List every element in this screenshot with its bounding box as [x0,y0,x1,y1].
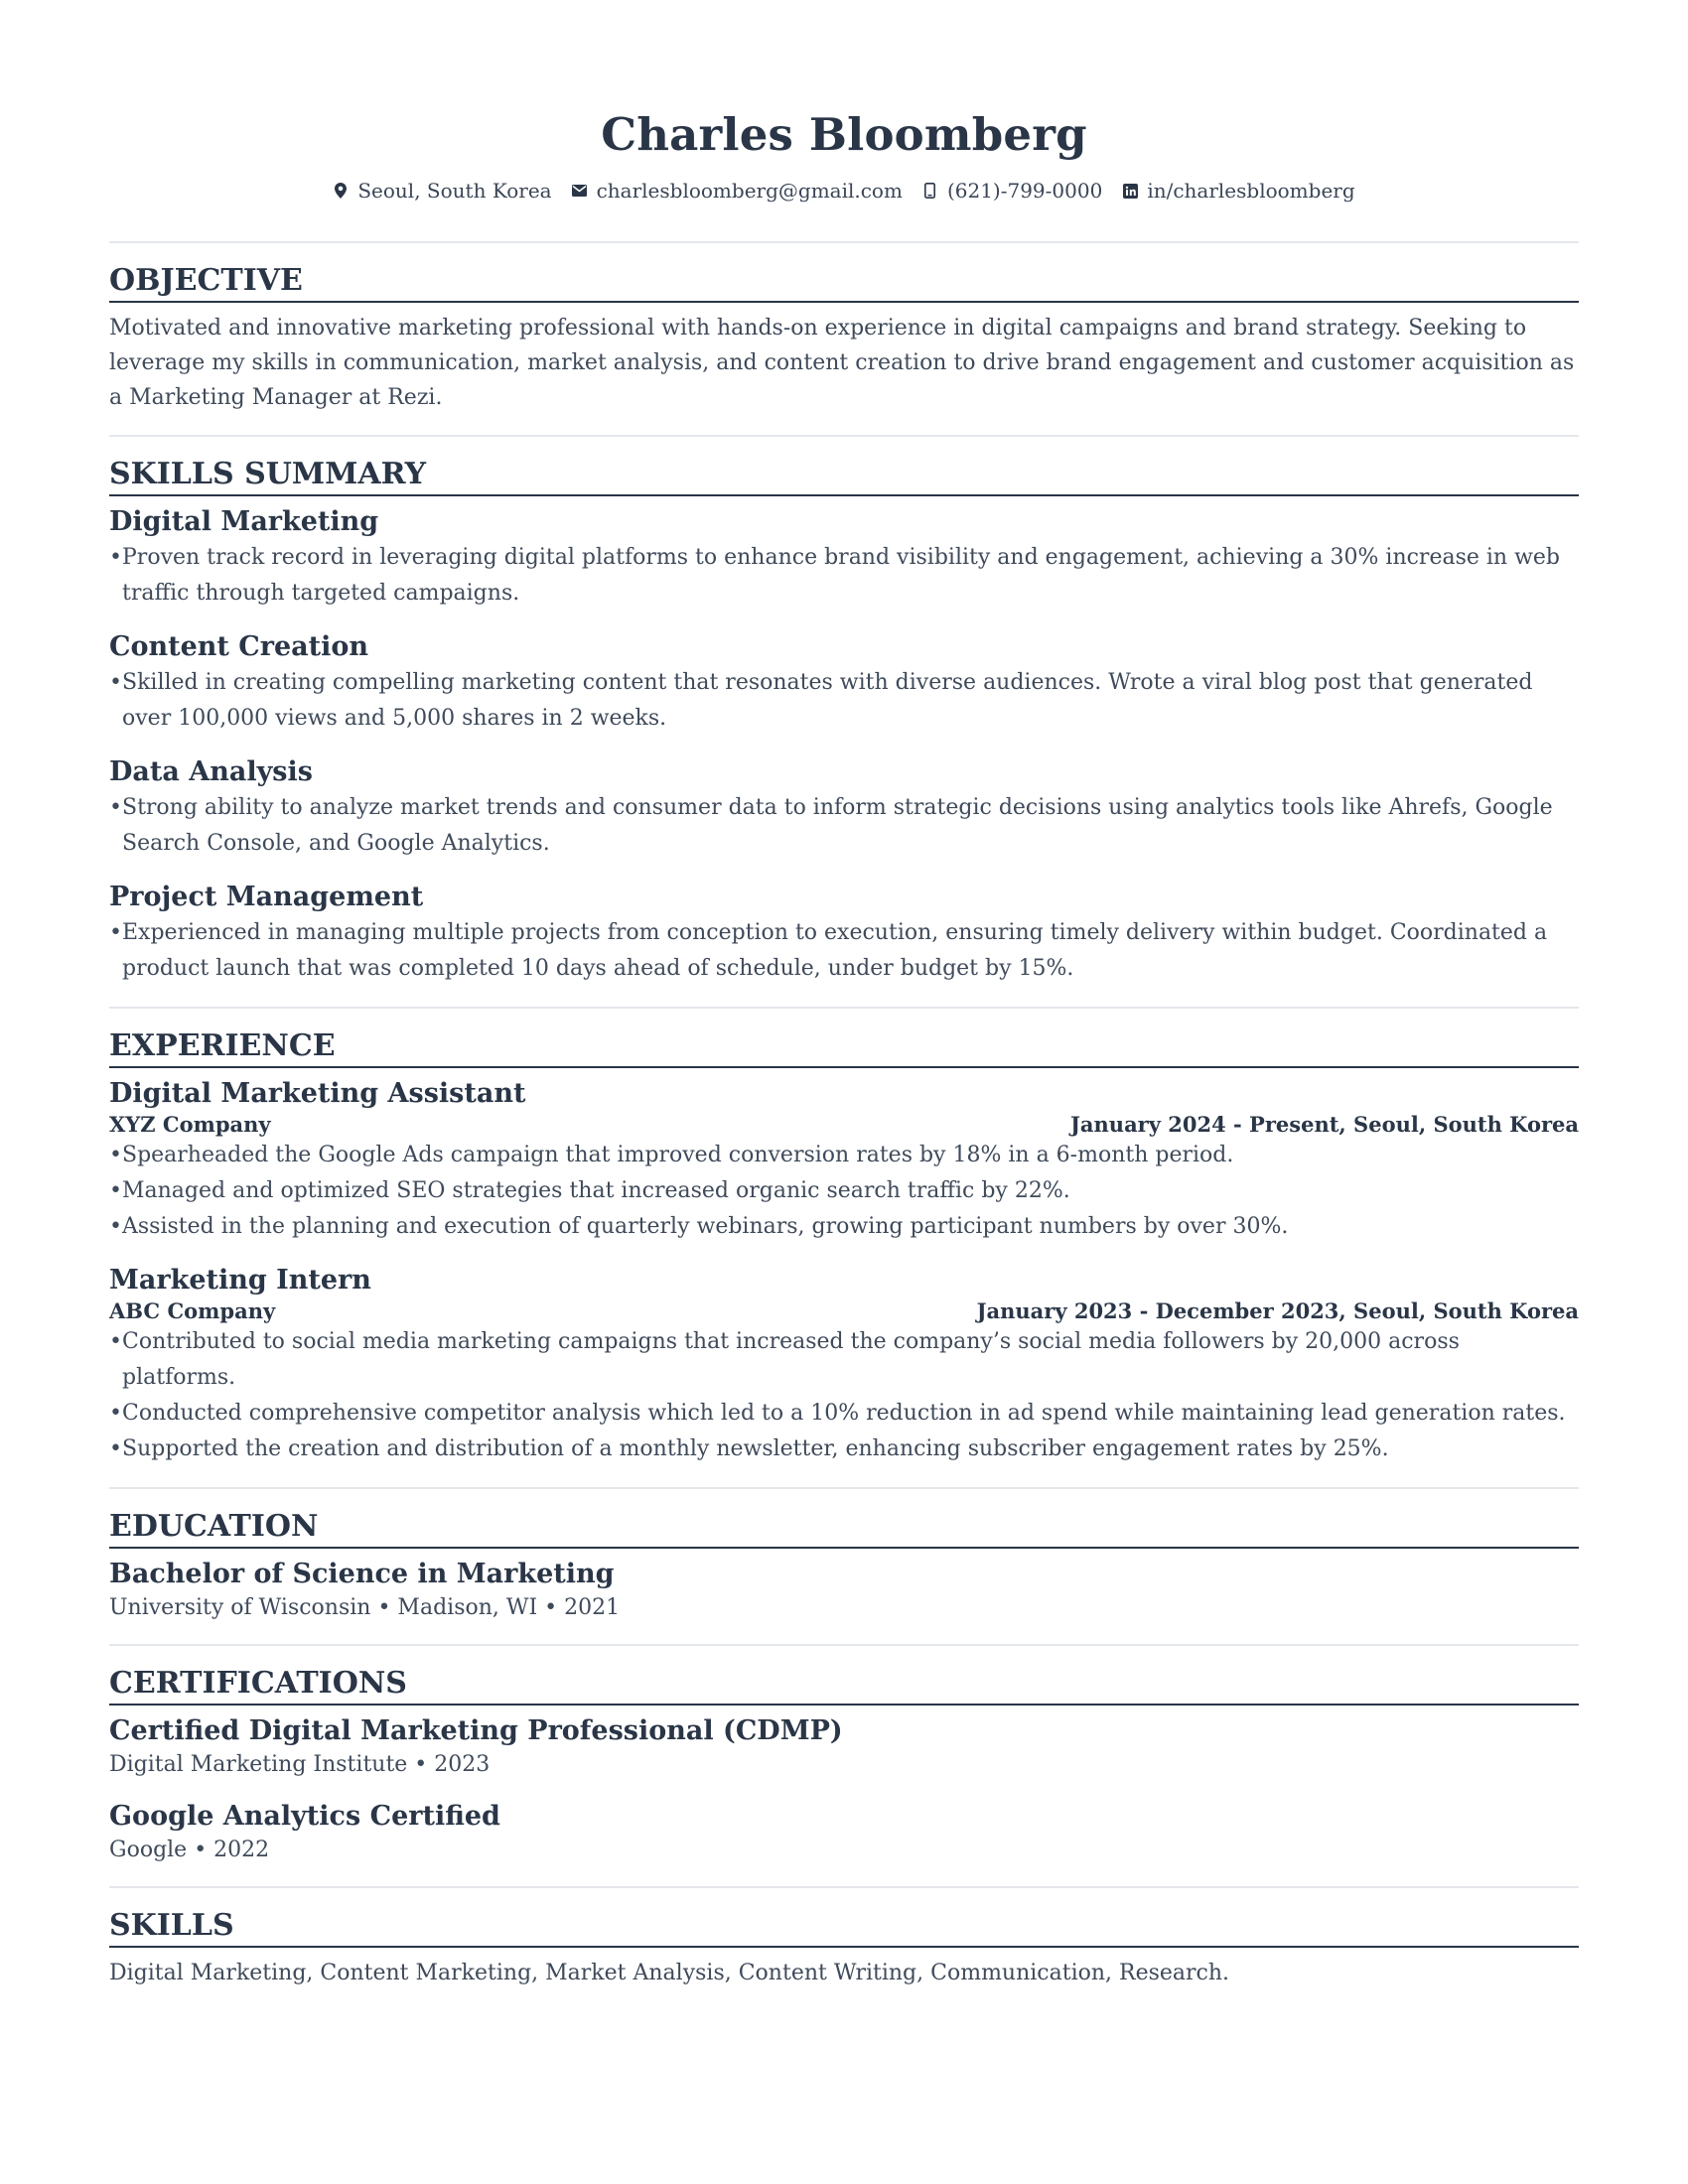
section-title-objective: OBJECTIVE [109,263,303,298]
section-title-skills: SKILLS [109,1908,234,1943]
job-company: XYZ Company [109,1112,271,1137]
education-degree: Bachelor of Science in Marketing [109,1559,615,1589]
skill-summary-item [109,504,1579,612]
section-title-certifications: CERTIFICATIONS [109,1666,407,1701]
skills-section [109,1888,1579,1990]
job-dates-location: January 2024 - Present, Seoul, South Korea [1070,1112,1579,1137]
skill-name: Content Creation [109,631,369,662]
contact-linkedin[interactable] [1122,177,1354,205]
section-rule [109,1547,1579,1549]
job-bullet: Conducted comprehensive competitor analysis which led to a 10% reduction in ad spend while maintaining lead generation rates. [122,1401,1566,1426]
bullet-glyph: • [109,1178,122,1203]
linkedin-text[interactable]: in/charlesbloomberg [1147,179,1355,203]
contact-email[interactable] [572,177,903,205]
objective-text: Motivated and innovative marketing professional with hands-on experience in digital campaigns and brand strategy. Seeking to leverage my skills in communication, market analysis, and content creation to drive brand engagement and customer acquisition as a Marketing Manager at Rezi. [109,316,1575,410]
list-item [109,1209,1579,1245]
linkedin-icon [1122,183,1138,199]
job-entry [109,1076,1579,1245]
list-item [109,1324,1579,1396]
section-rule [109,494,1579,496]
contact-phone[interactable] [922,177,1102,205]
bullet-glyph: • [109,670,122,695]
bullet-glyph: • [109,795,122,820]
phone-icon [922,183,938,199]
certification-details: Google • 2022 [109,1838,270,1862]
list-item [109,1138,1579,1173]
skill-description: Strong ability to analyze market trends and consumer data to inform strategic decisions using analytics tools like Ahrefs, Google Search Console, and Google Analytics. [122,795,1553,856]
job-bullet: Supported the creation and distribution of a monthly newsletter, enhancing subscriber engagement rates by 25%. [122,1436,1389,1461]
list-item [109,1432,1579,1467]
job-bullet: Assisted in the planning and execution of quarterly webinars, growing participant numbers by over 30%. [122,1214,1289,1239]
bullet-glyph: • [109,1329,122,1354]
section-title-skills-summary: SKILLS SUMMARY [109,457,427,491]
section-rule [109,1946,1579,1948]
candidate-name: Charles Bloomberg [601,108,1087,161]
section-title-experience: EXPERIENCE [109,1028,336,1063]
job-entry [109,1263,1579,1467]
list-item [109,790,1579,862]
skill-description: Proven track record in leveraging digital platforms to enhance brand visibility and engagement, achieving a 30% increase in web traffic through targeted campaigns. [122,545,1561,606]
bullet-glyph: • [109,1214,122,1239]
bullet-glyph: • [109,1436,122,1461]
experience-section [109,1009,1579,1467]
certification-name: Certified Digital Marketing Professional (CDMP) [109,1715,843,1746]
job-meta [109,1112,1579,1138]
location-text: Seoul, South Korea [357,179,552,203]
certification-details: Digital Marketing Institute • 2023 [109,1752,491,1777]
list-item [109,665,1579,737]
contact-bar [109,177,1579,205]
job-bullet: Managed and optimized SEO strategies that increased organic search traffic by 22%. [122,1178,1070,1203]
bullet-glyph: • [109,1401,122,1426]
location-pin-icon [333,183,349,199]
certification-name: Google Analytics Certified [109,1801,500,1832]
section-title-education: EDUCATION [109,1509,319,1544]
job-role: Marketing Intern [109,1265,371,1296]
skill-summary-item [109,754,1579,862]
skill-description: Experienced in managing multiple projects from conception to execution, ensuring timely delivery within budget. Coordinated a product launch that was completed 10 days ahead of schedule, under budget by 15%. [122,920,1548,981]
skill-summary-item [109,880,1579,987]
section-rule [109,1066,1579,1068]
skill-summary-item [109,629,1579,737]
job-company: ABC Company [109,1298,276,1323]
bullet-glyph: • [109,545,122,570]
section-rule [109,301,1579,303]
job-role: Digital Marketing Assistant [109,1078,526,1109]
certification-item [109,1799,1579,1866]
education-details: University of Wisconsin • Madison, WI • 2021 [109,1595,621,1620]
list-item [109,540,1579,612]
skills-text: Digital Marketing, Content Marketing, Market Analysis, Content Writing, Communication, Research. [109,1961,1230,1985]
skill-name: Digital Marketing [109,506,379,537]
bullet-glyph: • [109,1143,122,1167]
education-section [109,1489,1579,1624]
skill-name: Project Management [109,882,424,912]
certifications-section [109,1646,1579,1866]
skill-name: Data Analysis [109,756,313,787]
bullet-glyph: • [109,920,122,945]
envelope-icon [572,183,588,199]
job-bullet: Spearheaded the Google Ads campaign that improved conversion rates by 18% in a 6-month period. [122,1143,1234,1167]
email-text[interactable]: charlesbloomberg@gmail.com [596,179,903,203]
job-bullet: Contributed to social media marketing campaigns that increased the company’s social media followers by 20,000 across platforms. [122,1329,1460,1390]
skills-summary-section [109,437,1579,987]
list-item [109,1396,1579,1432]
contact-location [333,177,551,205]
job-dates-location: January 2023 - December 2023, Seoul, South Korea [976,1298,1579,1323]
job-meta [109,1298,1579,1324]
list-item [109,915,1579,987]
phone-text[interactable]: (621)-799-0000 [946,179,1103,203]
certification-item [109,1713,1579,1781]
list-item [109,1173,1579,1209]
section-rule [109,1704,1579,1706]
skill-description: Skilled in creating compelling marketing content that resonates with diverse audiences. Wrote a viral blog post that generated over 100,000 views and 5,000 shares in 2 weeks. [122,670,1533,731]
objective-section [109,243,1579,415]
